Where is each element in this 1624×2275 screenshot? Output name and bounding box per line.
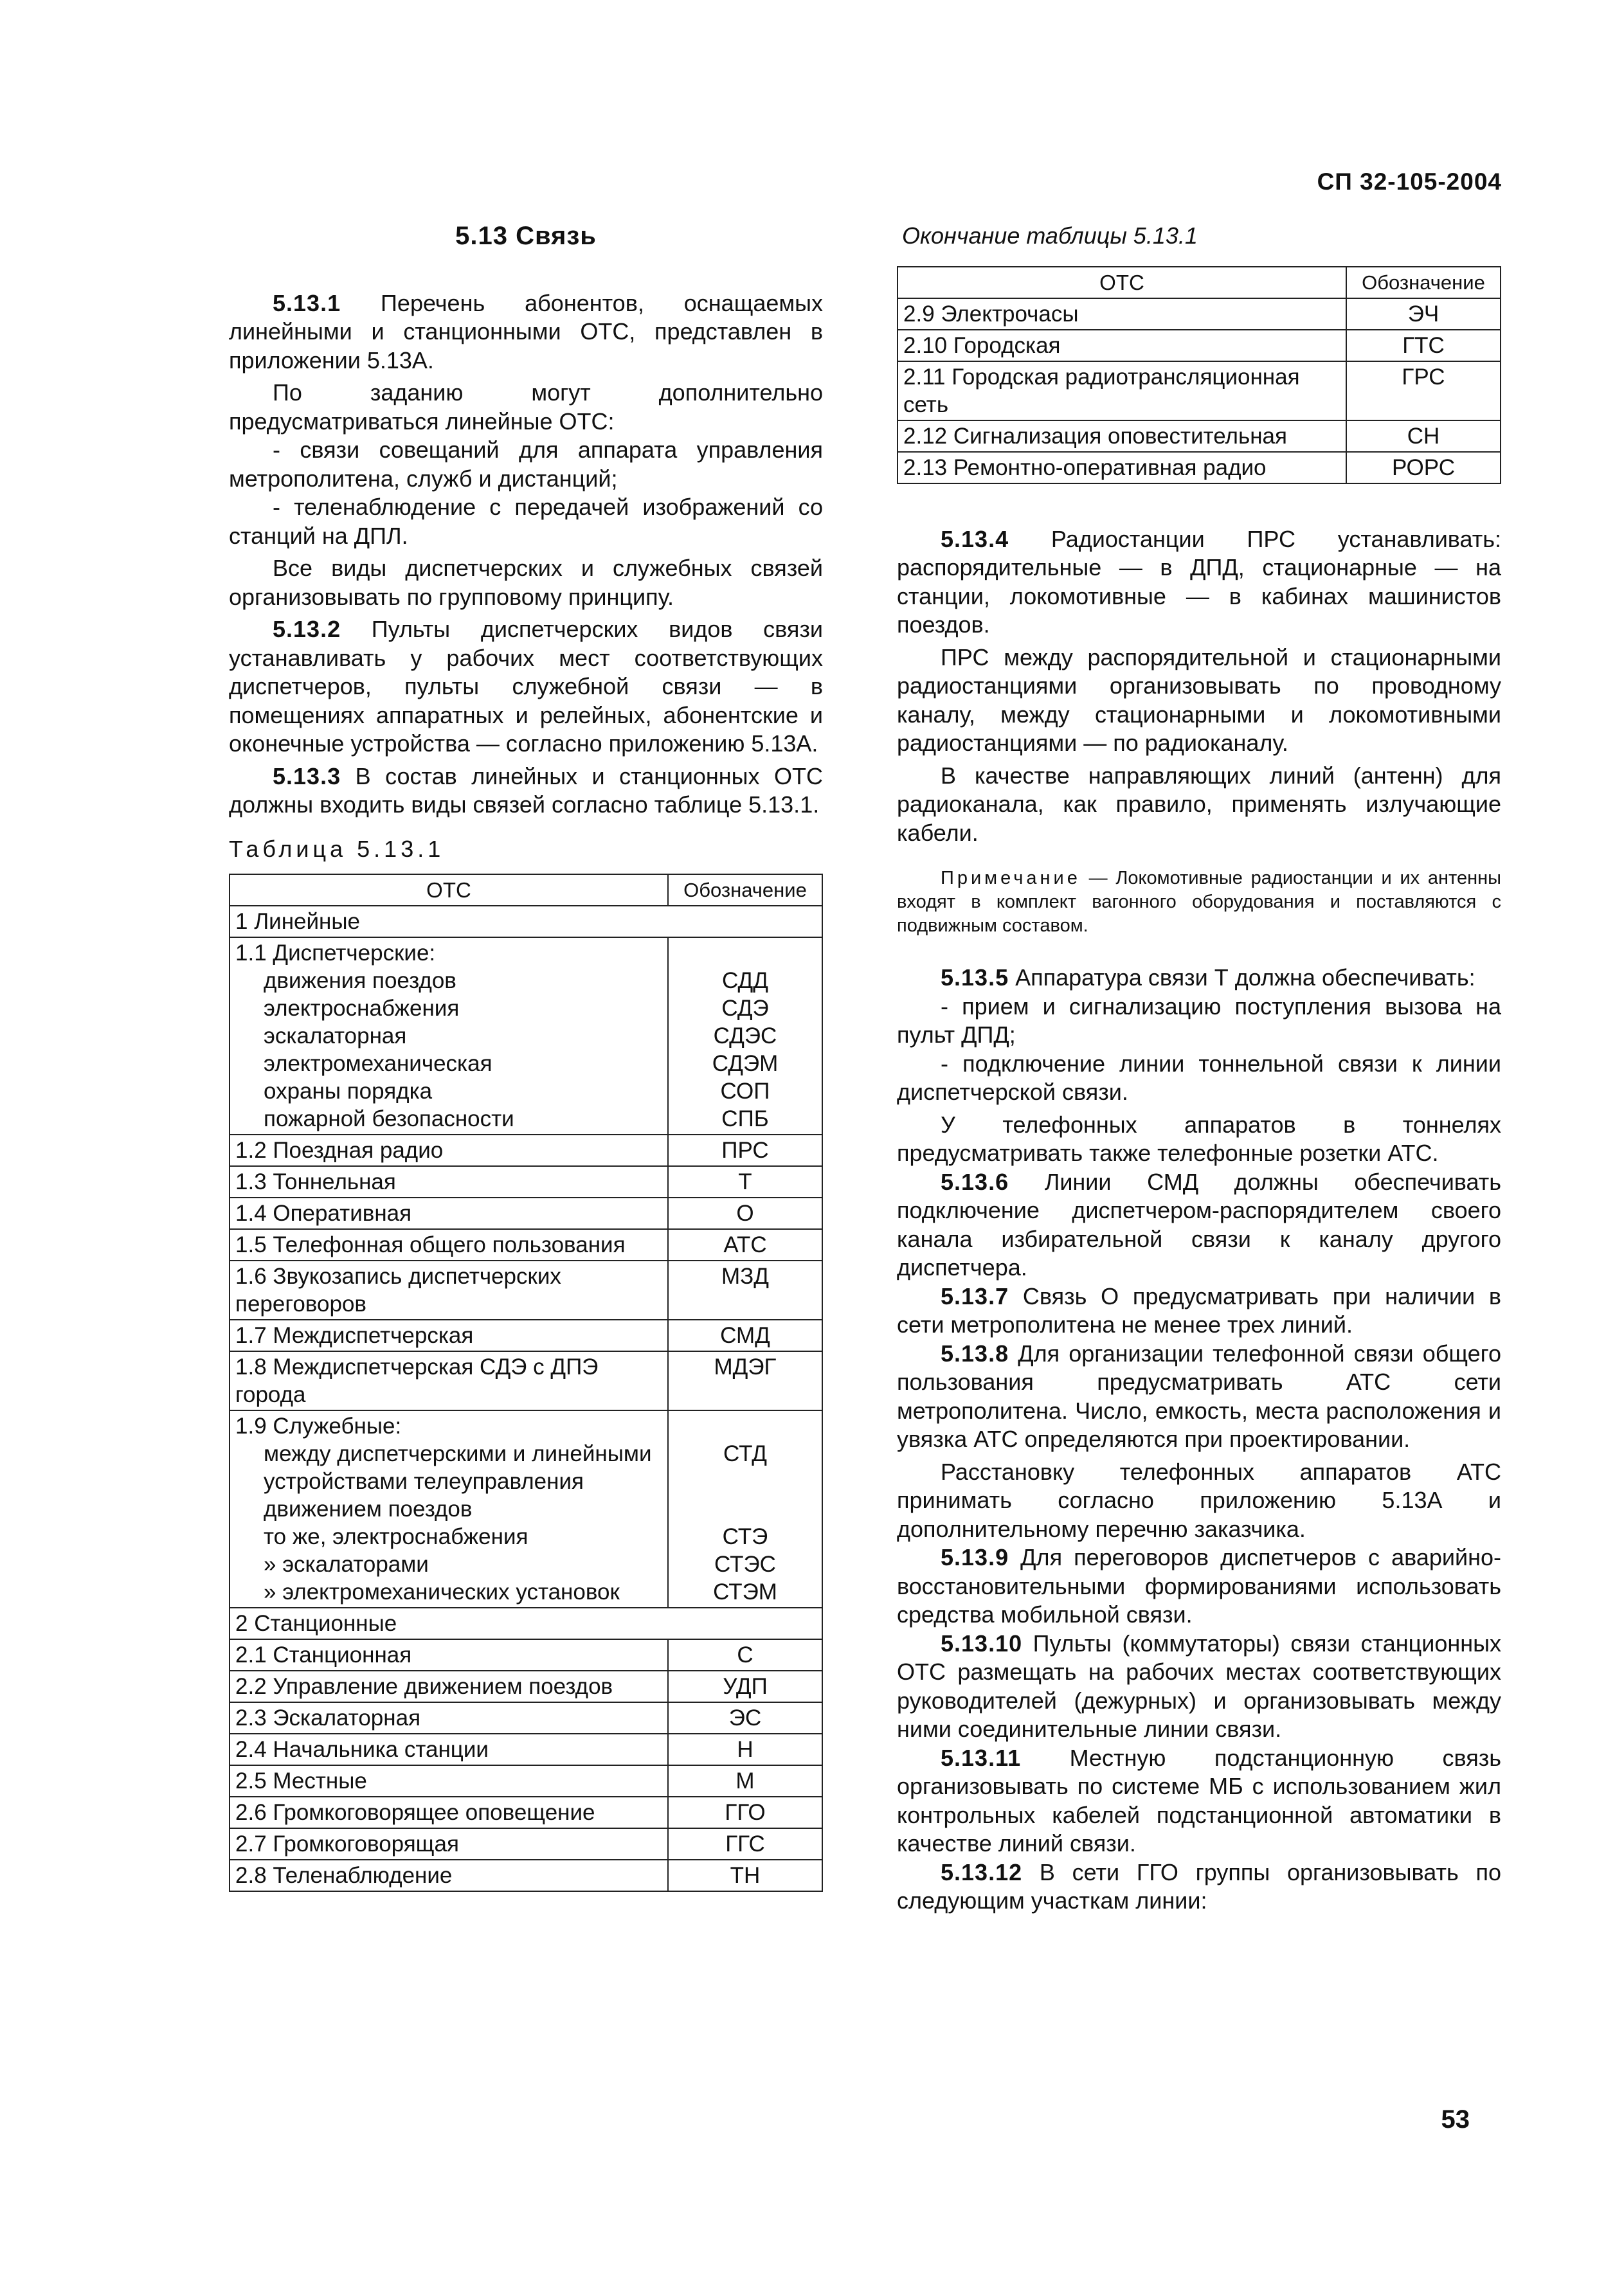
table-header-row (230, 874, 822, 906)
column-header-code: Обозначение (668, 874, 822, 906)
table-row (230, 1135, 822, 1166)
table-row (230, 1734, 822, 1765)
table-cell: 2.6 Громкоговорящее оповещение (230, 1797, 668, 1828)
table-row (898, 452, 1501, 483)
code-value: СТД (723, 1441, 768, 1466)
paragraph-5-13-12 (897, 1858, 1501, 1916)
note (897, 867, 1501, 938)
table-row (230, 1639, 822, 1671)
note-text: — Локомотивные радиостанции и их антенны входят в комплект вагонного оборудования и поставляются с подвижным составом. (897, 868, 1501, 936)
paragraph-5-13-8 (897, 1340, 1501, 1454)
code-cell: ЭЧ (1346, 298, 1501, 330)
code-value: СТЭ (722, 1524, 768, 1549)
clause-text: Аппаратура связи Т должна обеспечивать: (1009, 964, 1475, 991)
table-cell: 1.7 Междиспетчерская (230, 1320, 668, 1351)
table-cell: 2.4 Начальника станции (230, 1734, 668, 1765)
table-row (230, 1410, 822, 1608)
clause-text: Для организации телефонной связи общего пользования предусматривать АТС сети метрополитена. Число, емкость, места расположения и увязка АТС определяются при проектировании. (897, 1340, 1501, 1452)
table-cell: 2.11 Городская радиотрансляционная сеть (898, 361, 1346, 420)
table-5-13-1-continuation (897, 266, 1501, 484)
clause-number: 5.13.3 (273, 762, 341, 789)
code-value: СОП (720, 1079, 770, 1104)
table-cell: 1.6 Звукозапись диспетчерских переговоров (230, 1261, 668, 1320)
cell-subitem: электромеханическая (264, 1051, 492, 1076)
code-cell: МДЭГ (668, 1351, 822, 1410)
paragraph-5-13-3 (229, 762, 823, 820)
cell-subitem: охраны порядка (264, 1079, 433, 1104)
code-cell: Н (668, 1734, 822, 1765)
table-row (230, 1320, 822, 1351)
paragraph-5-13-4 (897, 525, 1501, 640)
code-cell: Т (668, 1166, 822, 1198)
clause-text: Для переговоров диспетчеров с аварийно-восстановительными формированиями использовать средства мобильной связи. (897, 1544, 1501, 1628)
table-row (230, 1702, 822, 1734)
table-cell: 2.8 Теленаблюдение (230, 1860, 668, 1891)
code-cell (668, 1410, 822, 1608)
clause-text: Связь О предусматривать при наличии в сети метрополитена не менее трех линий. (897, 1282, 1501, 1338)
table-cell: 2.12 Сигнализация оповестительная (898, 420, 1346, 452)
clause-text: В состав линейных и станционных ОТС должны входить виды связей согласно таблице 5.13.1. (229, 762, 823, 818)
paragraph-5-13-2 (229, 615, 823, 759)
table-cell (230, 1410, 668, 1608)
cell-heading: 1.9 Служебные: (235, 1414, 402, 1439)
table-row (898, 361, 1501, 420)
clause-number: 5.13.10 (941, 1630, 1023, 1657)
table-row (230, 1765, 822, 1797)
code-cell: О (668, 1198, 822, 1229)
paragraph: Все виды диспетчерских и служебных связей организовывать по групповому принципу. (229, 555, 823, 610)
code-cell: РОРС (1346, 452, 1501, 483)
table-5-13-1 (229, 874, 823, 1892)
paragraph-5-13-7 (897, 1282, 1501, 1340)
table-cell: 1.3 Тоннельная (230, 1166, 668, 1198)
clause-text: Пульты диспетчерских видов связи устанавливать у рабочих мест соответствующих диспетчеров, пульты служебной связи — в помещениях аппаратных и релейных, абонентские и оконечные устройства — согласно приложению 5.13А. (229, 616, 823, 757)
clause-text: Пульты (коммутаторы) связи станционных ОТС размещать на рабочих местах соответствующих руководителей (дежурных) и организовывать между ними соединительные линии связи. (897, 1630, 1501, 1742)
column-header-code: Обозначение (1346, 267, 1501, 298)
code-cell: С (668, 1639, 822, 1671)
table-row (230, 1860, 822, 1891)
table-cell (230, 937, 668, 1135)
note-label: Примечание (941, 868, 1081, 888)
clause-text: Перечень абонентов, оснащаемых линейными и станционными ОТС, представлен в приложении 5.13А. (229, 289, 823, 373)
table-cell: 1.4 Оперативная (230, 1198, 668, 1229)
table-row (230, 1797, 822, 1828)
cell-subitem: то же, электроснабжения (264, 1524, 528, 1549)
code-value: СТЭС (714, 1552, 776, 1577)
clause-number: 5.13.2 (273, 616, 341, 642)
column-header-ots: ОТС (898, 267, 1346, 298)
code-value: СТЭМ (713, 1579, 777, 1605)
table-cell: 1.5 Телефонная общего пользования (230, 1229, 668, 1261)
clause-number: 5.13.7 (941, 1282, 1009, 1309)
table-row (230, 1198, 822, 1229)
code-value: СПБ (721, 1106, 769, 1131)
table-header-row (898, 267, 1501, 298)
left-column (229, 222, 823, 1892)
paragraph: В качестве направляющих линий (антенн) для радиоканала, как правило, применять излучающие кабели. (897, 762, 1501, 846)
clause-number: 5.13.1 (273, 289, 341, 316)
code-cell (668, 937, 822, 1135)
code-cell: СН (1346, 420, 1501, 452)
code-value: СДЭ (721, 996, 769, 1021)
page-number: 53 (1441, 2105, 1470, 2134)
clause-number: 5.13.11 (941, 1744, 1022, 1771)
code-cell: СМД (668, 1320, 822, 1351)
table-row (230, 1261, 822, 1320)
code-cell: МЗД (668, 1261, 822, 1320)
group-row: 2 Станционные (230, 1608, 822, 1639)
cell-subitem: электроснабжения (264, 996, 460, 1021)
table-row (230, 1671, 822, 1702)
right-column (897, 222, 1501, 1916)
table-cell: 1.2 Поездная радио (230, 1135, 668, 1166)
code-value: СДЭС (713, 1023, 777, 1048)
paragraph: ПРС между распорядительной и стационарными радиостанциями организовывать по проводному каналу, между стационарными и локомотивными радиостанциями — по радиоканалу. (897, 643, 1501, 756)
table-row (898, 420, 1501, 452)
group-row: 1 Линейные (230, 906, 822, 937)
table-caption: Таблица 5.13.1 (229, 835, 445, 862)
table-row (230, 906, 822, 937)
clause-number: 5.13.6 (941, 1168, 1009, 1195)
clause-number: 5.13.5 (941, 964, 1009, 991)
clause-text: Радиостанции ПРС устанавливать: распорядительные — в ДПД, стационарные — на станции, локомотивные — в кабинах машинистов поездов. (897, 525, 1501, 638)
clause-number: 5.13.9 (941, 1544, 1009, 1570)
clause-text: Местную подстанционную связь организовывать по системе МБ с использованием жил контрольных кабелей подстанционной автоматики в качестве линий связи. (897, 1744, 1501, 1857)
clause-number: 5.13.12 (941, 1858, 1023, 1885)
list-item: - связи совещаний для аппарата управления метрополитена, служб и дистанций; (229, 436, 823, 492)
cell-subitem: пожарной безопасности (264, 1106, 514, 1131)
table-row (230, 1229, 822, 1261)
clause-number: 5.13.8 (941, 1340, 1009, 1367)
table-cell: 2.1 Станционная (230, 1639, 668, 1671)
paragraph-5-13-1 (229, 289, 823, 375)
paragraph-5-13-6 (897, 1168, 1501, 1282)
clause-number: 5.13.4 (941, 525, 1009, 552)
document-code: СП 32-105-2004 (1317, 168, 1502, 195)
code-cell: ГГС (668, 1828, 822, 1860)
code-cell: ПРС (668, 1135, 822, 1166)
list-item: - подключение линии тоннельной связи к линии диспетчерской связи. (897, 1050, 1501, 1105)
table-row (230, 1166, 822, 1198)
table-continuation-caption: Окончание таблицы 5.13.1 (902, 222, 1198, 249)
code-value: СДД (722, 968, 768, 993)
paragraph: Расстановку телефонных аппаратов АТС принимать согласно приложению 5.13А и дополнительному перечню заказчика. (897, 1458, 1501, 1542)
code-cell: АТС (668, 1229, 822, 1261)
table-row (230, 1608, 822, 1639)
paragraph-5-13-5 (897, 964, 1501, 993)
section-title: 5.13 Связь (455, 222, 597, 250)
cell-subitem: между диспетчерскими и линейными устройствами телеуправления движением поездов (264, 1441, 652, 1522)
table-cell: 2.9 Электрочасы (898, 298, 1346, 330)
list-item: - прием и сигнализацию поступления вызова на пульт ДПД; (897, 993, 1501, 1048)
code-cell: ГРС (1346, 361, 1501, 420)
code-cell: ЭС (668, 1702, 822, 1734)
list-item: - теленаблюдение с передачей изображений со станций на ДПЛ. (229, 494, 823, 549)
table-cell: 2.5 Местные (230, 1765, 668, 1797)
paragraph-5-13-9 (897, 1543, 1501, 1630)
cell-subitem: движения поездов (264, 968, 456, 993)
code-cell: ТН (668, 1860, 822, 1891)
code-cell: ГГО (668, 1797, 822, 1828)
column-header-ots: ОТС (230, 874, 668, 906)
paragraph-5-13-10 (897, 1630, 1501, 1744)
table-row (230, 1828, 822, 1860)
cell-subitem: эскалаторная (264, 1023, 407, 1048)
table-row (898, 298, 1501, 330)
clause-text: В сети ГГО группы организовывать по следующим участкам линии: (897, 1858, 1501, 1914)
code-cell: ГТС (1346, 330, 1501, 361)
table-row (230, 1351, 822, 1410)
table-cell: 2.3 Эскалаторная (230, 1702, 668, 1734)
cell-subitem: » эскалаторами (264, 1552, 429, 1577)
paragraph: У телефонных аппаратов в тоннелях предусматривать также телефонные розетки АТС. (897, 1111, 1501, 1166)
code-cell: УДП (668, 1671, 822, 1702)
cell-heading: 1.1 Диспетчерские: (235, 940, 436, 966)
table-row (898, 330, 1501, 361)
cell-subitem: » электромеханических установок (264, 1579, 620, 1605)
clause-text: Линии СМД должны обеспечивать подключение диспетчером-распорядителем своего канала избирательной связи к каналу другого диспетчера. (897, 1168, 1501, 1281)
paragraph: По заданию могут дополнительно предусматриваться линейные ОТС: (229, 379, 823, 435)
table-row (230, 937, 822, 1135)
table-cell: 2.2 Управление движением поездов (230, 1671, 668, 1702)
table-cell: 2.7 Громкоговорящая (230, 1828, 668, 1860)
table-cell: 2.13 Ремонтно-оперативная радио (898, 452, 1346, 483)
code-value: СДЭМ (712, 1051, 779, 1076)
code-cell: М (668, 1765, 822, 1797)
table-cell: 1.8 Междиспетчерская СДЭ с ДПЭ города (230, 1351, 668, 1410)
paragraph-5-13-11 (897, 1744, 1501, 1858)
table-cell: 2.10 Городская (898, 330, 1346, 361)
